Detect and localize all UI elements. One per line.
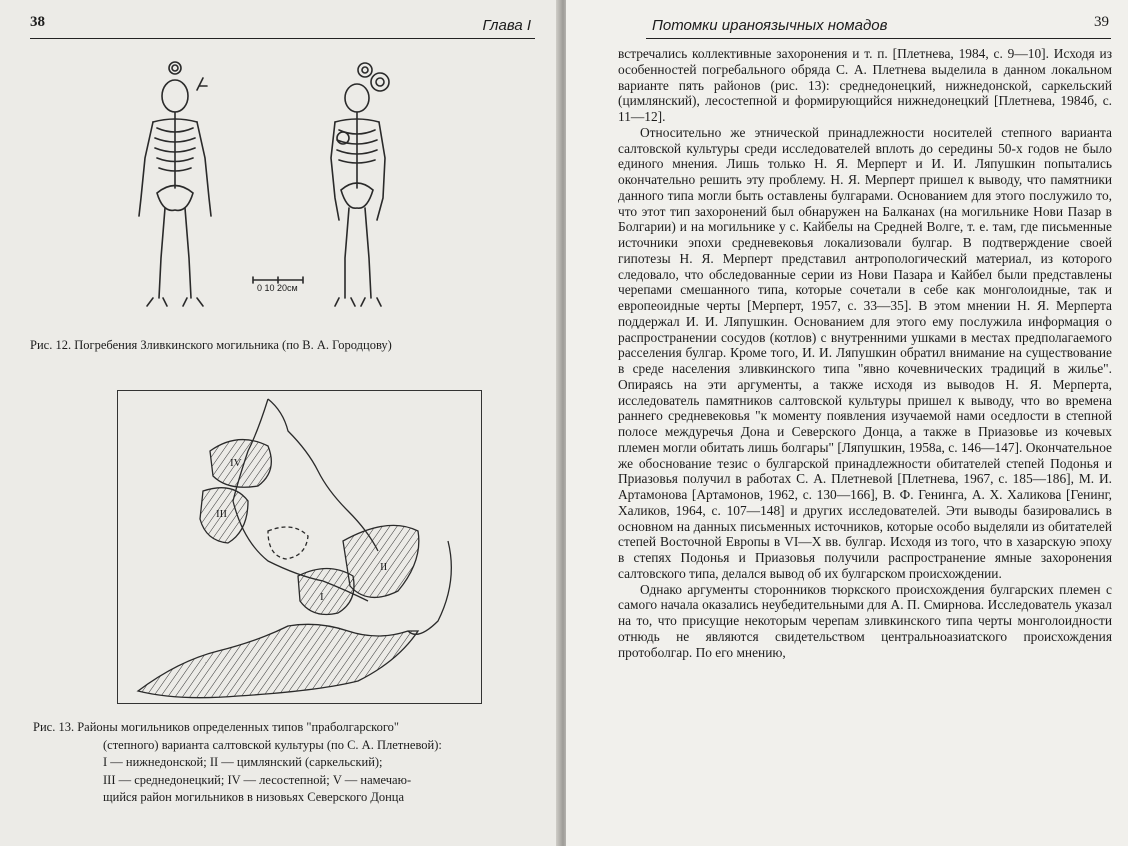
region-label-i: I (320, 591, 324, 603)
figure-13-map (117, 390, 482, 704)
caption13-line-5: щийся район могильников в низовьях Северского Донца (103, 790, 405, 804)
region-label-iii: III (216, 508, 227, 520)
skeletons-drawing (95, 48, 435, 308)
body-text (618, 46, 1112, 660)
left-page (0, 0, 560, 846)
caption13-line-1: Рис. 13. Районы могильников определенных типов "праболгарского" (33, 720, 399, 734)
region-label-ii: II (380, 561, 388, 573)
regions-map-drawing (118, 391, 481, 703)
left-chapter-title: Глава I (482, 17, 531, 34)
figure-12-caption: Рис. 12. Погребения Зливкинского могильника (по В. А. Городцову) (30, 338, 392, 352)
paragraph-3: Однако аргументы сторонников тюркского происхождения булгарских племен с самого начала оказались неубедительными для А. П. Смирнова. Исследователь указал на то, что присущие некоторым черепам зливкинского типа черты монголоидности отнюдь не являются свидетельством центральноазиатского происхождения протоболгар. По его мнению, (618, 581, 1112, 660)
figure-12-skeletons (95, 48, 435, 308)
left-page-number: 38 (30, 14, 45, 30)
scale-bar-label: 0 10 20см (257, 283, 298, 293)
caption13-line-3: I — нижнедонской; II — цимлянский (саркельский); (103, 755, 383, 769)
left-running-header (30, 8, 535, 39)
right-page (566, 0, 1128, 846)
paragraph-1: встречались коллективные захоронения и т. п. [Плетнева, 1984, с. 9—10]. Исходя из особенностей погребального обряда С. А. Плетнева выделила в данном локальном варианте пять районов (рис. 13): среднедонецкий, нижнедонской, саркельский (цимлянский), лесостепной и формирующийся нижнедонецкий [Плетнева, 1984б, с. 11—12]. (618, 46, 1112, 124)
region-label-iv: IV (230, 457, 242, 469)
right-page-number: 39 (1094, 14, 1109, 30)
right-header-title: Потомки ираноязычных номадов (652, 17, 888, 34)
figure-13-caption (33, 719, 533, 807)
caption13-line-4: III — среднедонецкий; IV — лесостепной; V — намечаю- (103, 772, 412, 787)
right-running-header (646, 8, 1111, 39)
paragraph-2: Относительно же этнической принадлежности носителей степного варианта салтовской культуры среди исследователей вплоть до середины 50-х годов не было единого мнения. Лишь только Н. Я. Мерперт и И. И. Ляпушкин попытались окончательно решить эту проблему. Н. Я. Мерперт пришел к выводу, что памятники данного типа могли быть оставлены булгарами. Основанием для этого послужило то, что этот тип захоронений был обнаружен на Балканах (на могильнике Нови Пазар в Болгарии) и на могильнике у с. Кайбелы на Средней Волге, т. е. там, где письменные источники эпохи средневековья локализовали булгар. В подтверждение своей гипотезы Н. Я. Мерперт представил антропологический материал, из которого следовало, что обследованные серии из Нови Пазара и Кайбел были представлены черепами смешанного типа, которые сочетали в себе как монголоидные, так и европеоидные черты [Мерперт, 1957, с. 33—35]. В этом мнении Н. Я. Мерперта поддержал И. И. Ляпушкин. Основанием для этого ему послужила информация о распространении сосудов (котлов) с внутренними ушками в местах предполагаемого расселения булгар. Кроме того, И. И. Ляпушкин обратил внимание на существование в среде населения зливкинского типа "явно кочевнических традиций в жилье". Опираясь на эти аргументы, а также исходя из выводов Н. Я. Мерперта, исследователь памятников салтовской культуры пришел к выводу, что во времена раннего средневековья "к моменту появления изучаемой нами оседлости в степной полосе междуречья Дона и Северского Донца, а также в Приазовье из кочевых племен могли обитать лишь болгары" [Ляпушкин, 1958а, с. 146—147]. Окончательное же обоснование тезис о булгарской принадлежности обитателей степей Подонья и Приазовья получил в работах С. А. Плетневой [Плетнева, 1967, с. 185—186], М. И. Артамонова [Артамонов, 1962, с. 130—166], В. Ф. Генинга, А. Х. Халикова [Генинг, Халиков, 1964, с. 107—148] и других исследователей. Эти выводы базировались в основном на данных письменных источников, которые особо выделяли из обитателей степей Восточной Европы в VI—X вв. булгар. Исходя из того, что в хазарскую эпоху в степях Подонья и Приазовья получили распространение ямные захоронения салтовского типа, делался вывод об их булгарском происхождении. (618, 124, 1112, 581)
caption13-line-2: (степного) варианта салтовской культуры (по С. А. Плетневой): (103, 737, 442, 752)
